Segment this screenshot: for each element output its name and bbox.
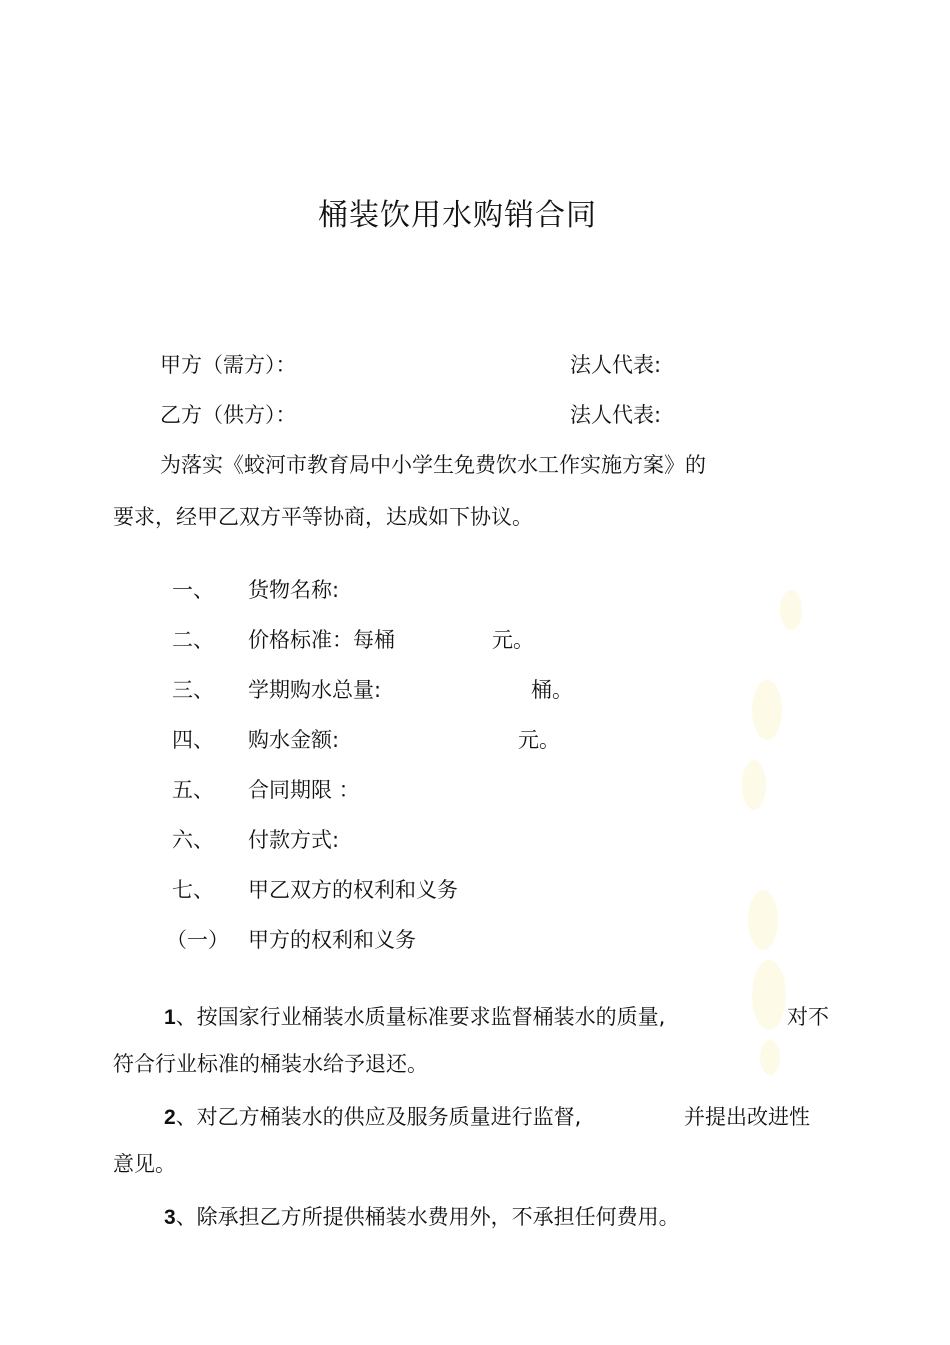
clause-unit: 元。 <box>518 728 560 752</box>
item-text: 、按国家行业桶装水质量标准要求监督桶装水的质量, <box>175 1005 666 1029</box>
item-2 <box>164 1107 581 1128</box>
clause-text: 货物名称: <box>248 578 340 602</box>
paper-stain <box>752 680 782 740</box>
paper-stain <box>748 890 778 950</box>
clause-number: 四、 <box>172 728 214 752</box>
item-continuation: 符合行业标准的桶装水给予退还。 <box>113 1052 428 1076</box>
clause-number: 三、 <box>172 678 214 702</box>
item-number: 1 <box>164 1006 176 1029</box>
party-b-label: 乙方（供方）： <box>160 403 297 427</box>
clause-number: 五、 <box>172 778 214 802</box>
paper-stain <box>780 590 802 630</box>
party-b-representative-label: 法人代表: <box>570 403 662 427</box>
clause-number: （一） <box>166 928 229 952</box>
item-tail: 并提出改进性 <box>684 1105 810 1129</box>
item-continuation: 意见。 <box>113 1152 176 1176</box>
clause-unit: 元。 <box>492 628 534 652</box>
clause-text: 购水金额: <box>248 728 340 752</box>
paper-stain <box>760 1040 780 1075</box>
item-tail: 对不 <box>787 1005 829 1029</box>
clause-text: 甲乙双方的权利和义务 <box>248 878 458 902</box>
clause-number: 一、 <box>172 578 214 602</box>
clause-text: 甲方的权利和义务 <box>248 928 416 952</box>
item-3 <box>164 1207 680 1228</box>
item-number: 2 <box>164 1106 176 1129</box>
item-number: 3 <box>164 1206 176 1229</box>
clause-number: 六、 <box>172 828 214 852</box>
document-title: 桶装饮用水购销合同 <box>318 198 597 233</box>
paper-stain <box>742 760 766 810</box>
item-text: 、除承担乙方所提供桶装水费用外，不承担任何费用。 <box>175 1205 680 1229</box>
clause-text: 付款方式: <box>248 828 340 852</box>
clause-unit: 桶。 <box>531 678 573 702</box>
clause-text: 合同期限 ： <box>248 778 360 802</box>
clause-number: 七、 <box>172 878 214 902</box>
clause-text: 学期购水总量: <box>248 678 382 702</box>
item-text: 、对乙方桶装水的供应及服务质量进行监督, <box>175 1105 582 1129</box>
clause-text: 价格标准：每桶 <box>248 628 395 652</box>
paper-stain <box>752 960 786 1030</box>
intro-line-1: 为落实《蛟河市教育局中小学生免费饮水工作实施方案》的 <box>160 453 706 477</box>
intro-line-2: 要求，经甲乙双方平等协商，达成如下协议。 <box>113 505 533 529</box>
party-a-representative-label: 法人代表: <box>570 353 662 377</box>
item-1 <box>164 1007 665 1028</box>
party-a-label: 甲方（需方）： <box>160 353 297 377</box>
clause-number: 二、 <box>172 628 214 652</box>
